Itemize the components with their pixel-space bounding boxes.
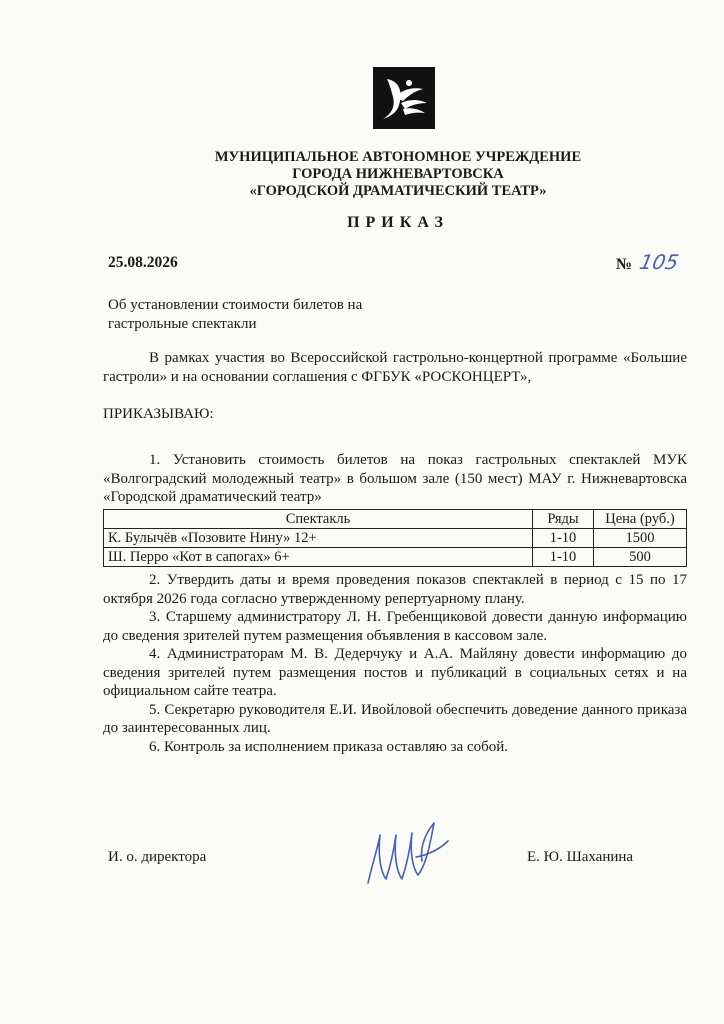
subject-line-2: гастрольные спектакли <box>108 316 257 332</box>
item-1-text: 1. Установить стоимость билетов на показ гастрольных спектаклей МУК «Волгоградский молодежный театр» в большом зале (150 мест) МАУ г. Нижневартовска «Городской драматический театр» <box>103 452 687 505</box>
signatory-position: И. о. директора <box>108 849 207 865</box>
table-cell-play: Ш. Перро «Кот в сапогах» 6+ <box>104 548 533 567</box>
table-cell-price: 500 <box>594 548 687 567</box>
item-4-text: 4. Администраторам М. В. Дедерчуку и А.А. Майляну довести информацию до сведения зрителей путем размещения постов и публикаций в социальных сетях и на официальном сайте театра. <box>103 646 687 699</box>
table-row <box>104 529 687 548</box>
document-type: ПРИКАЗ <box>347 214 449 231</box>
org-line-2: ГОРОДА НИЖНЕВАРТОВСКА <box>292 166 504 182</box>
table-row <box>104 548 687 567</box>
show-through-texture <box>452 62 692 80</box>
item-5-text: 5. Секретарю руководителя Е.И. Ивойловой обеспечить доведение данного приказа до заинтересованных лиц. <box>103 701 687 736</box>
table-header-cell: Ряды <box>533 510 594 529</box>
item-2-text: 2. Утвердить даты и время проведения показов спектаклей в период с 15 по 17 октября 2026 года согласно утвержденному репертуарному плану. <box>103 572 687 607</box>
preamble <box>103 349 687 386</box>
items-2-6 <box>103 571 687 756</box>
org-line-1: МУНИЦИПАЛЬНОЕ АВТОНОМНОЕ УЧРЕЖДЕНИЕ <box>214 149 582 165</box>
organization-name <box>0 149 724 200</box>
table-header-row <box>104 510 687 529</box>
org-line-3: «ГОРОДСКОЙ ДРАМАТИЧЕСКИЙ ТЕАТР» <box>249 183 547 199</box>
table-header-cell: Цена (руб.) <box>594 510 687 529</box>
table-cell-play: К. Булычёв «Позовите Нину» 12+ <box>104 529 533 548</box>
signatory-name: Е. Ю. Шаханина <box>527 849 634 865</box>
table-cell-rows: 1-10 <box>533 529 594 548</box>
table-cell-rows: 1-10 <box>533 548 594 567</box>
preamble-text: В рамках участия во Всероссийской гастрольно-концертной программе «Большие гастроли» и на основании соглашения с ФГБУК «РОСКОНЦЕРТ», <box>103 350 687 385</box>
subject-line-1: Об установлении стоимости билетов на <box>108 297 363 313</box>
order-subject <box>108 296 428 334</box>
theatre-logo-mark <box>373 67 435 129</box>
order-number-handwritten: 105 <box>637 250 681 274</box>
order-word: ПРИКАЗЫВАЮ: <box>103 406 214 422</box>
order-number-label: № <box>616 256 633 273</box>
item-1 <box>103 451 687 507</box>
handwritten-signature <box>350 805 460 905</box>
prices-table <box>103 509 687 567</box>
theatre-logo <box>373 67 435 129</box>
item-6-text: 6. Контроль за исполнением приказа оставляю за собой. <box>149 738 509 755</box>
order-date: 25.08.2026 <box>108 254 178 271</box>
table-header-cell: Спектакль <box>104 510 533 529</box>
table-cell-price: 1500 <box>594 529 687 548</box>
item-3-text: 3. Старшему администратору Л. Н. Гребенщиковой довести данную информацию до сведения зрителей путем размещения объявления в кассовом зале. <box>103 609 687 644</box>
